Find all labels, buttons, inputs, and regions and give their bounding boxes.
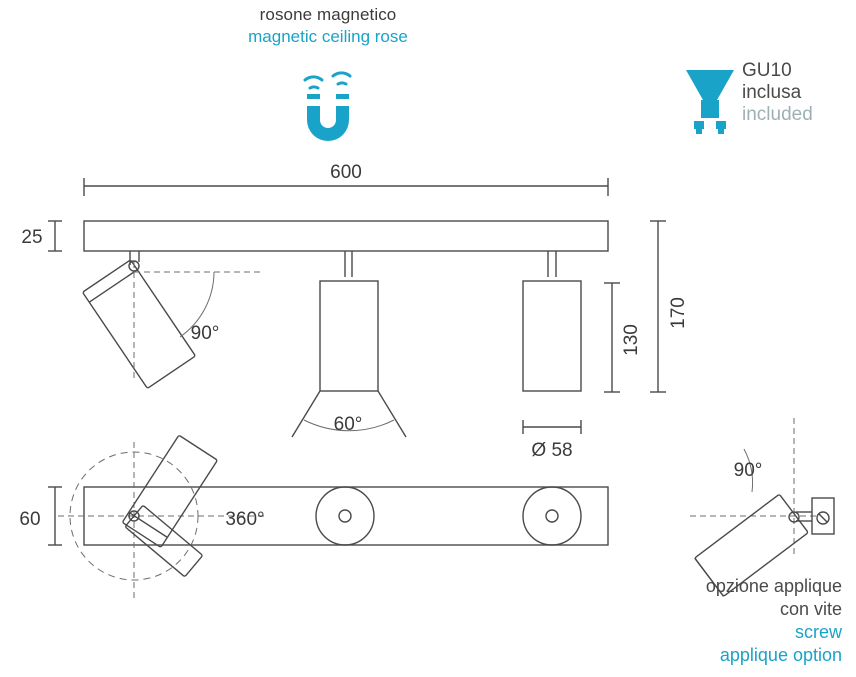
dim-width-600: 600 bbox=[330, 162, 362, 183]
gu10-label-line1: GU10 bbox=[742, 60, 792, 81]
angle-rotation-360: 360° bbox=[225, 509, 265, 530]
caption-en-line2: applique option bbox=[719, 645, 842, 665]
dim-bar-height-25: 25 bbox=[21, 227, 43, 248]
dim-total-height-170: 170 bbox=[668, 297, 689, 329]
page-title-en: magnetic ceiling rose bbox=[248, 27, 408, 46]
dim-spot-length-130: 130 bbox=[621, 324, 642, 356]
applique-caption bbox=[522, 575, 842, 667]
gu10-label-line2: inclusa bbox=[742, 82, 802, 103]
dim-diameter-58: Ø 58 bbox=[531, 440, 573, 461]
dim-depth-60: 60 bbox=[19, 509, 41, 530]
angle-applique-tilt-90: 90° bbox=[733, 460, 763, 481]
angle-front-tilt-90: 90° bbox=[190, 323, 220, 344]
angle-beam-60: 60° bbox=[333, 414, 363, 435]
page-title-it: rosone magnetico bbox=[259, 5, 397, 24]
caption-en-line1: screw bbox=[794, 622, 842, 642]
gu10-label-line3: included bbox=[742, 104, 813, 125]
caption-it-line2: con vite bbox=[779, 599, 842, 619]
caption-it-line1: opzione applique bbox=[705, 576, 842, 596]
